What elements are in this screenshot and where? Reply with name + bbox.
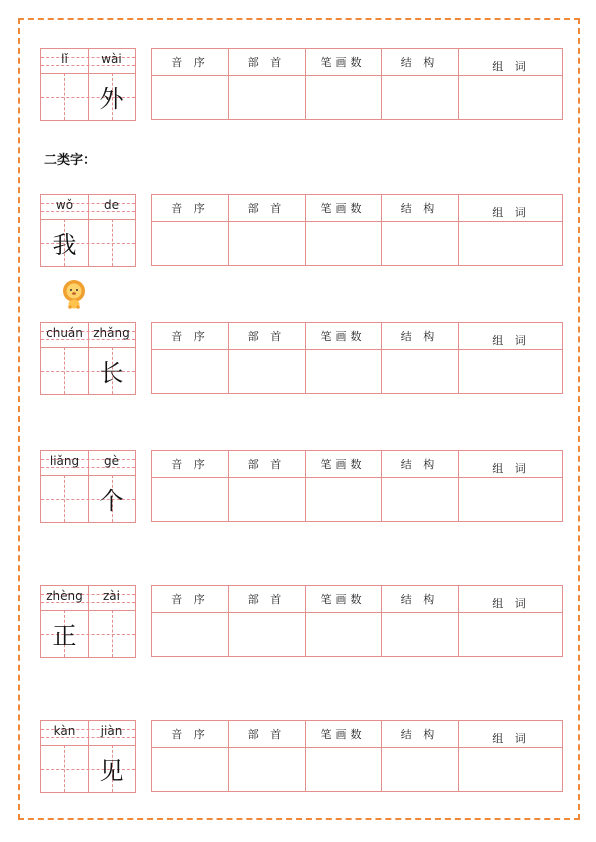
character-box bbox=[40, 585, 136, 658]
answer-cell[interactable] bbox=[152, 76, 228, 120]
pinyin: wǒ bbox=[55, 198, 74, 212]
pinyin: zhǎng bbox=[93, 326, 130, 340]
character-box bbox=[40, 194, 136, 267]
answer-cell[interactable] bbox=[381, 613, 458, 657]
pinyin: zài bbox=[103, 589, 120, 603]
pinyin: jiàn bbox=[100, 724, 123, 738]
table-header: 笔画数 bbox=[320, 330, 366, 343]
answer-cell[interactable] bbox=[228, 613, 305, 657]
table-header: 组 词 bbox=[492, 206, 530, 219]
table-header: 笔画数 bbox=[320, 728, 366, 741]
answer-cell[interactable] bbox=[305, 613, 381, 657]
table-header: 部 首 bbox=[247, 202, 286, 215]
table-header: 组 词 bbox=[492, 597, 530, 610]
character-box bbox=[40, 48, 136, 121]
answer-cell[interactable] bbox=[152, 350, 228, 394]
info-table bbox=[151, 450, 563, 522]
section-title: 二类字： bbox=[44, 153, 97, 168]
table-header: 组 词 bbox=[492, 462, 530, 475]
table-header: 音 序 bbox=[171, 593, 209, 606]
hanzi-character bbox=[41, 479, 88, 523]
hanzi-character bbox=[41, 351, 88, 395]
answer-cell[interactable] bbox=[305, 350, 381, 394]
table-header: 音 序 bbox=[171, 202, 209, 215]
answer-cell[interactable] bbox=[228, 350, 305, 394]
answer-cell[interactable] bbox=[152, 222, 228, 266]
pinyin: liǎng bbox=[49, 454, 80, 468]
table-header: 结 构 bbox=[400, 202, 439, 215]
table-header: 结 构 bbox=[400, 330, 439, 343]
table-header: 笔画数 bbox=[320, 56, 366, 69]
info-table bbox=[151, 585, 563, 657]
table-header: 笔画数 bbox=[320, 458, 366, 471]
answer-cell[interactable] bbox=[381, 748, 458, 792]
answer-cell[interactable] bbox=[152, 478, 228, 522]
answer-cell[interactable] bbox=[305, 748, 381, 792]
answer-cell[interactable] bbox=[458, 350, 564, 394]
pinyin: de bbox=[104, 198, 119, 212]
table-header: 结 构 bbox=[400, 728, 439, 741]
hanzi-character: 见 bbox=[99, 757, 124, 785]
table-header: 笔画数 bbox=[320, 202, 366, 215]
character-box bbox=[40, 450, 136, 523]
table-header: 结 构 bbox=[400, 593, 439, 606]
hanzi-character: 个 bbox=[99, 487, 124, 515]
table-header: 笔画数 bbox=[320, 593, 366, 606]
answer-cell[interactable] bbox=[305, 478, 381, 522]
table-header: 部 首 bbox=[247, 56, 286, 69]
answer-cell[interactable] bbox=[458, 748, 564, 792]
answer-cell[interactable] bbox=[152, 613, 228, 657]
table-header: 音 序 bbox=[171, 728, 209, 741]
answer-cell[interactable] bbox=[381, 76, 458, 120]
table-header: 部 首 bbox=[247, 728, 286, 741]
table-header: 音 序 bbox=[171, 330, 209, 343]
table-header: 组 词 bbox=[492, 334, 530, 347]
table-header: 音 序 bbox=[171, 56, 209, 69]
lion-icon bbox=[60, 279, 88, 309]
answer-cell[interactable] bbox=[228, 748, 305, 792]
pinyin: gè bbox=[104, 454, 119, 468]
answer-cell[interactable] bbox=[152, 748, 228, 792]
pinyin: lǐ bbox=[61, 52, 68, 66]
hanzi-character bbox=[41, 77, 88, 121]
info-table bbox=[151, 322, 563, 394]
answer-cell[interactable] bbox=[228, 222, 305, 266]
table-header: 部 首 bbox=[247, 458, 286, 471]
answer-cell[interactable] bbox=[458, 613, 564, 657]
pinyin: wài bbox=[101, 52, 122, 66]
info-table bbox=[151, 48, 563, 120]
pinyin: zhèng bbox=[46, 589, 83, 603]
answer-cell[interactable] bbox=[458, 478, 564, 522]
answer-cell[interactable] bbox=[458, 222, 564, 266]
table-header: 部 首 bbox=[247, 330, 286, 343]
hanzi-character: 我 bbox=[52, 231, 77, 259]
page-border bbox=[18, 18, 580, 820]
info-table bbox=[151, 720, 563, 792]
answer-cell[interactable] bbox=[305, 76, 381, 120]
character-box bbox=[40, 322, 136, 395]
answer-cell[interactable] bbox=[381, 222, 458, 266]
character-box bbox=[40, 720, 136, 793]
hanzi-character bbox=[41, 749, 88, 793]
table-header: 结 构 bbox=[400, 458, 439, 471]
info-table bbox=[151, 194, 563, 266]
pinyin: kàn bbox=[53, 724, 76, 738]
hanzi-character bbox=[88, 614, 135, 658]
answer-cell[interactable] bbox=[228, 76, 305, 120]
answer-cell[interactable] bbox=[228, 478, 305, 522]
table-header: 结 构 bbox=[400, 56, 439, 69]
pinyin: chuán bbox=[46, 326, 83, 340]
table-header: 组 词 bbox=[492, 60, 530, 73]
hanzi-character: 长 bbox=[99, 359, 124, 387]
answer-cell[interactable] bbox=[381, 478, 458, 522]
hanzi-character: 正 bbox=[52, 622, 77, 650]
table-header: 组 词 bbox=[492, 732, 530, 745]
hanzi-character bbox=[88, 223, 135, 267]
answer-cell[interactable] bbox=[381, 350, 458, 394]
table-header: 部 首 bbox=[247, 593, 286, 606]
answer-cell[interactable] bbox=[305, 222, 381, 266]
table-header: 音 序 bbox=[171, 458, 209, 471]
answer-cell[interactable] bbox=[458, 76, 564, 120]
hanzi-character: 外 bbox=[99, 85, 124, 113]
